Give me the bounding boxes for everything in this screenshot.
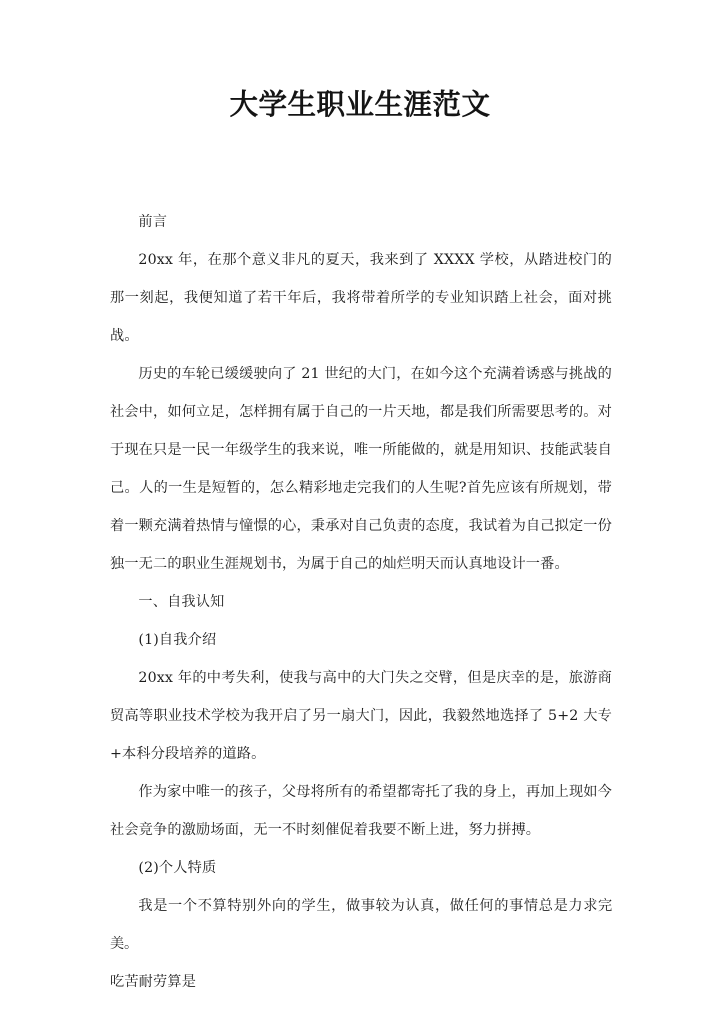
paragraph-intro-arrival: 20xx 年，在那个意义非凡的夏天，我来到了 XXXX 学校，从踏进校门的那一刻起，我便知道了若干年后，我将带着所学的专业知识踏上社会，面对挑战。 (110, 252, 612, 344)
page-title: 大学生职业生涯范文 (229, 87, 491, 121)
paragraph-personality: 我是一个不算特别外向的学生，做事较为认真，做任何的事情总是力求完美。 (110, 898, 612, 952)
preface-heading: 前言 (138, 214, 168, 230)
section-heading-self-awareness: 一、自我认知 (138, 594, 225, 610)
paragraph-family-expectations: 作为家中唯一的孩子，父母将所有的希望都寄托了我的身上，再加上现如今社会竞争的激励场面，无一不时刻催促着我要不断上进，努力拼搏。 (110, 784, 612, 838)
paragraph-entrance-exam: 20xx 年的中考失利，使我与高中的大门失之交臂，但是庆幸的是，旅游商贸高等职业技术学校为我开启了另一扇大门，因此，我毅然地选择了 5+2 大专+本科分段培养的道路。 (110, 670, 612, 762)
paragraph-hardworking-truncated: 吃苦耐劳算是 (110, 974, 197, 990)
document-body (110, 203, 612, 1001)
paragraph-century-reflection: 历史的车轮已缓缓驶向了 21 世纪的大门，在如今这个充满着诱惑与挑战的社会中，如何立足，怎样拥有属于自己的一片天地，都是我们所需要思考的。对于现在只是一民一年级学生的我来说，唯一所能做的，就是用知识、技能武装自己。人的一生是短暂的，怎么精彩地走完我们的人生呢?首先应该有所规划，带着一颗充满着热情与憧憬的心，秉承对自己负责的态度，我试着为自己拟定一份独一无二的职业生涯规划书，为属于自己的灿烂明天而认真地设计一番。 (110, 366, 612, 572)
subsection-heading-self-introduction: (1)自我介绍 (138, 632, 217, 648)
subsection-heading-personal-traits: (2)个人特质 (138, 860, 217, 876)
